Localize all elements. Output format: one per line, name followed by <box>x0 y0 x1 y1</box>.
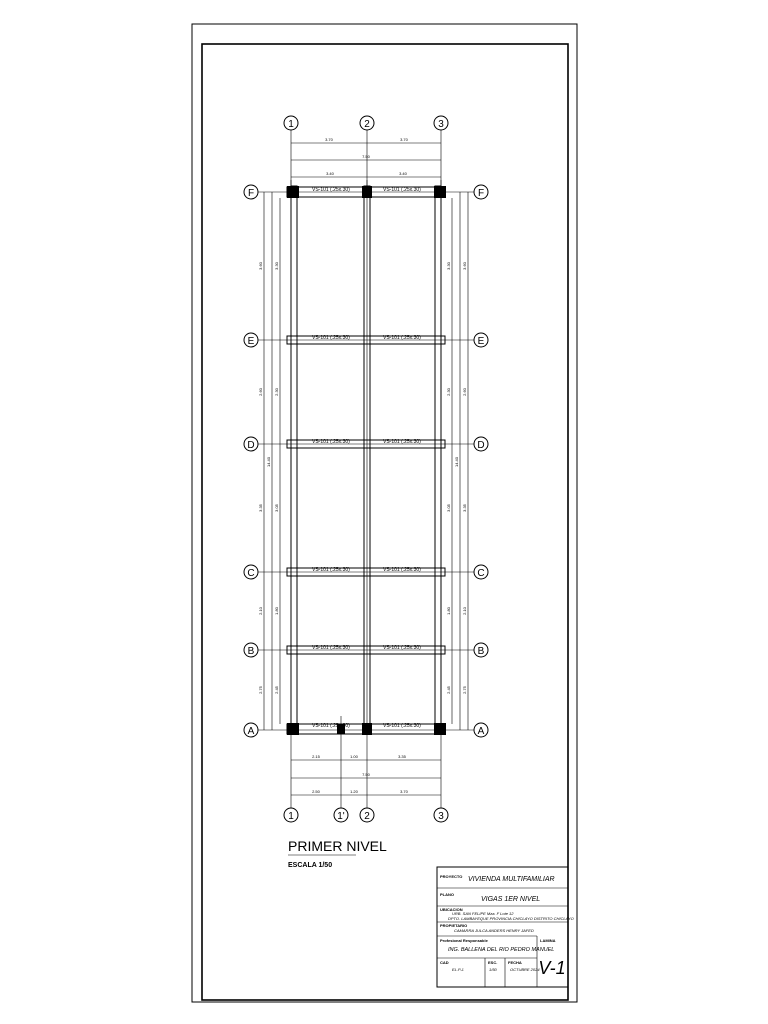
fecha-label: FECHA <box>508 960 522 965</box>
beam-label: VS-101 (.25x.30) <box>383 645 421 651</box>
axis-label: D <box>477 440 485 451</box>
plan-scale: ESCALA 1/50 <box>288 862 333 869</box>
dimension: 7.50 <box>362 154 370 159</box>
dimension: 3.40 <box>399 171 407 176</box>
lamina-value: V-1 <box>538 958 566 978</box>
dimension: 1.00 <box>350 754 358 759</box>
beam-label: VS-101 (.25x.30) <box>383 723 421 729</box>
axis-label: 1 <box>288 119 294 130</box>
axis-label: 3 <box>438 811 444 822</box>
grid-column-lines <box>291 180 441 745</box>
dimension: 2.10 <box>462 607 467 615</box>
top-dimensions <box>291 137 441 177</box>
dimension: 3.40 <box>326 171 334 176</box>
dimension: 14.40 <box>454 456 459 468</box>
dimension: 2.50 <box>312 789 320 794</box>
bottom-dimensions <box>291 740 441 808</box>
bottom-axis-bubbles <box>284 808 448 822</box>
beam-label: VS-101 (.25x.30) <box>312 187 350 193</box>
axis-label: B <box>477 646 485 657</box>
fecha-value: OCTUBRE 2024 <box>510 967 540 972</box>
cad-label: CAD <box>440 960 449 965</box>
beam-label: VS-101 (.25x.30) <box>312 723 350 729</box>
dimension: 3.30 <box>446 262 451 270</box>
beam-label: VS-101 (.25x.30) <box>312 645 350 651</box>
axis-label: E <box>247 336 255 347</box>
escala-label: ESC. <box>488 960 498 965</box>
left-dimensions <box>258 192 280 730</box>
grid-row-lines <box>258 192 474 730</box>
beam-label: VS-101 (.25x.30) <box>383 335 421 341</box>
beam-label: VS-101 (.25x.30) <box>383 187 421 193</box>
title-block <box>437 867 574 987</box>
dimension: 3.60 <box>462 262 467 270</box>
escala-value: 1/50 <box>489 967 497 972</box>
top-axis-bubbles <box>284 116 448 186</box>
sheet-outer-border <box>192 24 577 1002</box>
dimension: 3.05 <box>274 504 279 512</box>
dimension: 3.30 <box>274 262 279 270</box>
axis-label: C <box>477 568 485 579</box>
horizontal-beams <box>287 187 445 734</box>
propietario-label: PROPIETARIO <box>440 923 468 928</box>
axis-label: B <box>247 646 255 657</box>
dimension: 3.35 <box>258 504 263 512</box>
ubicacion-label: UBICACION <box>440 907 463 912</box>
dimension: 1.20 <box>350 789 358 794</box>
dimension: 3.70 <box>400 789 408 794</box>
dimension: 3.05 <box>446 504 451 512</box>
dimension: 3.70 <box>400 137 408 142</box>
axis-label: C <box>247 568 255 579</box>
dimension: 2.45 <box>274 686 279 694</box>
dimension: 2.30 <box>446 388 451 396</box>
dimension: 2.75 <box>258 686 263 694</box>
dimension: 2.45 <box>446 686 451 694</box>
cad-value: EL.P.J. <box>452 967 465 972</box>
propietario-value: CAMARRA JULCA ANDERS HENRY JAFED <box>454 928 534 933</box>
axis-label: 3 <box>438 119 444 130</box>
dimension: 3.35 <box>462 504 467 512</box>
dimension: 2.75 <box>462 686 467 694</box>
beam-label: VS-101 (.25x.30) <box>383 439 421 445</box>
beam-label: VS-101 (.25x.30) <box>312 439 350 445</box>
dimension: 3.70 <box>325 137 333 142</box>
ubicacion-line-1: URB. SAN FELIPE Mza. F Lote 12 <box>452 911 514 916</box>
axis-label: 2 <box>364 811 370 822</box>
plano-value: VIGAS 1ER NIVEL <box>481 896 541 903</box>
right-dimensions <box>446 192 468 730</box>
responsable-value: ING. BALLENA DEL RIO PEDRO MANUEL <box>448 947 555 953</box>
right-axis-bubbles <box>474 185 488 737</box>
dimension: 1.80 <box>446 607 451 615</box>
axis-label: 1 <box>288 811 294 822</box>
responsable-label: Profesional Responsable <box>440 938 488 943</box>
axis-label: 2 <box>364 119 370 130</box>
beam-plan <box>244 116 488 869</box>
dimension: 3.60 <box>258 262 263 270</box>
axis-label: D <box>247 440 255 451</box>
left-axis-bubbles <box>244 185 258 737</box>
beam-labels <box>312 187 421 729</box>
lamina-label: LAMINA <box>540 938 556 943</box>
proyecto-label: PROYECTO <box>440 874 463 879</box>
proyecto-value: VIVIENDA MULTIFAMILIAR <box>468 876 555 883</box>
dimension: 1.80 <box>274 607 279 615</box>
plano-label: PLANO <box>440 892 454 897</box>
beam-label: VS-101 (.25x.30) <box>312 567 350 573</box>
axis-label: E <box>477 336 485 347</box>
dimension: 14.40 <box>266 456 271 468</box>
dimension: 2.30 <box>274 388 279 396</box>
plan-title: PRIMER NIVEL <box>288 838 387 854</box>
dimension: 7.50 <box>362 772 370 777</box>
beam-label: VS-101 (.25x.30) <box>312 335 350 341</box>
axis-label: F <box>247 188 255 199</box>
axis-label: A <box>477 726 485 737</box>
dimension: 3.35 <box>398 754 406 759</box>
beam-label: VS-101 (.25x.30) <box>383 567 421 573</box>
dimension: 2.60 <box>462 388 467 396</box>
axis-label: F <box>477 188 485 199</box>
column-footprints <box>287 186 446 735</box>
axis-label: 1' <box>337 811 345 822</box>
dimension: 2.60 <box>258 388 263 396</box>
axis-label: A <box>247 726 255 737</box>
dimension: 2.15 <box>312 754 320 759</box>
dimension: 2.10 <box>258 607 263 615</box>
ubicacion-line-2: DPTO. LAMBAYEQUE PROVINCIA CHICLAYO DISTRITO CHICLAYO <box>448 916 574 921</box>
